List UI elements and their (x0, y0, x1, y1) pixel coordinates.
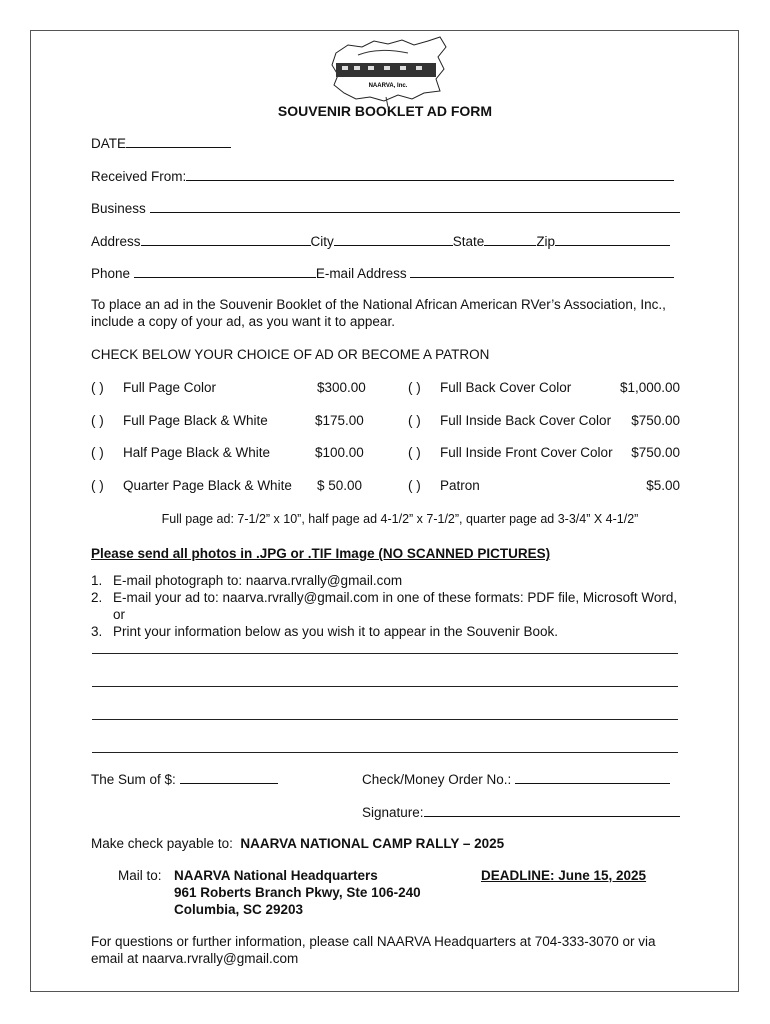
mail-address-line-3: Columbia, SC 29203 (174, 902, 304, 917)
received-from-label: Received From: (91, 169, 187, 184)
city-field[interactable] (334, 233, 453, 246)
address-label: Address (91, 234, 141, 249)
option-right-price: $750.00 (631, 445, 680, 460)
option-left-checkbox[interactable]: ( ) (91, 413, 104, 428)
option-left-checkbox[interactable]: ( ) (91, 380, 104, 395)
signature-label: Signature: (362, 805, 424, 820)
instruction-number: 3. (91, 624, 103, 639)
option-right-label: Full Inside Back Cover Color (440, 413, 612, 428)
zip-label: Zip (536, 234, 556, 249)
mail-label: Mail to: (118, 868, 162, 883)
received-from-row (91, 168, 674, 185)
payable-row (91, 836, 504, 852)
received-from-field[interactable] (186, 168, 674, 181)
ad-info-line[interactable] (92, 686, 678, 687)
business-row (91, 200, 680, 217)
sum-label: The Sum of $: (91, 772, 176, 787)
business-label: Business (91, 201, 146, 216)
address-row (91, 233, 670, 250)
payable-label: Make check payable to: (91, 836, 233, 851)
intro-line-1: To place an ad in the Souvenir Booklet of the National African American RVer’s Association, Inc., (91, 297, 666, 312)
city-label: City (310, 234, 334, 249)
photo-heading: Please send all photos in .JPG or .TIF Image (NO SCANNED PICTURES) (91, 546, 551, 561)
instruction-continuation: or (113, 607, 126, 622)
ad-info-line[interactable] (92, 653, 678, 654)
contact-line-1: For questions or further information, please call NAARVA Headquarters at 704-333-3070 or via (91, 934, 656, 949)
instruction-text: E-mail photograph to: naarva.rvrally@gmail.com (113, 573, 403, 588)
ad-info-line[interactable] (92, 752, 678, 753)
state-label: State (452, 234, 485, 249)
option-right-price: $5.00 (646, 478, 680, 493)
check-number-label: Check/Money Order No.: (362, 772, 512, 787)
phone-row (91, 265, 674, 282)
zip-field[interactable] (555, 233, 670, 246)
option-right-price: $750.00 (631, 413, 680, 428)
deadline: DEADLINE: June 15, 2025 (481, 868, 647, 883)
naarva-logo (328, 35, 450, 107)
option-right-label: Patron (440, 478, 480, 493)
date-row (91, 135, 231, 152)
option-left-price: $175.00 (315, 413, 364, 428)
instruction-text: Print your information below as you wish it to appear in the Souvenir Book. (113, 624, 558, 639)
phone-label: Phone (91, 266, 131, 281)
svg-text:NAARVA, Inc.: NAARVA, Inc. (368, 83, 408, 89)
option-left-label: Full Page Color (123, 380, 217, 395)
option-left-checkbox[interactable]: ( ) (91, 445, 104, 460)
mail-address-line-2: 961 Roberts Branch Pkwy, Ste 106-240 (174, 885, 421, 900)
option-right-price: $1,000.00 (619, 380, 680, 395)
option-left-price: $100.00 (315, 445, 364, 460)
option-right-checkbox[interactable]: ( ) (408, 380, 421, 395)
date-field[interactable] (126, 135, 231, 148)
payable-value: NAARVA NATIONAL CAMP RALLY – 2025 (240, 836, 505, 851)
option-left-price: $ 50.00 (317, 478, 363, 493)
intro-line-2: include a copy of your ad, as you want it to appear. (91, 314, 395, 329)
email-field[interactable] (410, 265, 674, 278)
option-left-label: Full Page Black & White (123, 413, 268, 428)
option-left-price: $300.00 (317, 380, 366, 395)
option-left-label: Half Page Black & White (123, 445, 271, 460)
sum-row (91, 771, 278, 788)
mail-address-line-1: NAARVA National Headquarters (174, 868, 378, 883)
state-field[interactable] (484, 233, 536, 246)
business-field[interactable] (150, 200, 680, 213)
choice-heading: CHECK BELOW YOUR CHOICE OF AD OR BECOME A PATRON (91, 347, 490, 362)
phone-field[interactable] (134, 265, 316, 278)
option-left-label: Quarter Page Black & White (123, 478, 292, 493)
date-label: DATE (91, 136, 127, 151)
instruction-text: E-mail your ad to: naarva.rvrally@gmail.com in one of these formats: PDF file, Microsoft Word, (113, 590, 678, 605)
address-field[interactable] (141, 233, 311, 246)
instruction-number: 2. (91, 590, 103, 605)
ad-info-line[interactable] (92, 719, 678, 720)
email-label: E-mail Address (315, 266, 407, 281)
option-right-checkbox[interactable]: ( ) (408, 413, 421, 428)
ad-sizes-note: Full page ad: 7-1/2” x 10”, half page ad 4-1/2” x 7-1/2”, quarter page ad 3-3/4” X 4-1/2” (161, 512, 639, 526)
signature-row (362, 804, 680, 821)
instruction-number: 1. (91, 573, 103, 588)
contact-line-2: email at naarva.rvrally@gmail.com (91, 951, 299, 966)
sum-field[interactable] (180, 771, 278, 784)
option-right-checkbox[interactable]: ( ) (408, 445, 421, 460)
option-left-checkbox[interactable]: ( ) (91, 478, 104, 493)
option-right-label: Full Inside Front Cover Color (440, 445, 613, 460)
check-number-field[interactable] (515, 771, 670, 784)
option-right-checkbox[interactable]: ( ) (408, 478, 421, 493)
signature-field[interactable] (424, 804, 680, 817)
option-right-label: Full Back Cover Color (440, 380, 572, 395)
check-row (362, 771, 670, 788)
form-title: SOUVENIR BOOKLET AD FORM (277, 103, 493, 119)
